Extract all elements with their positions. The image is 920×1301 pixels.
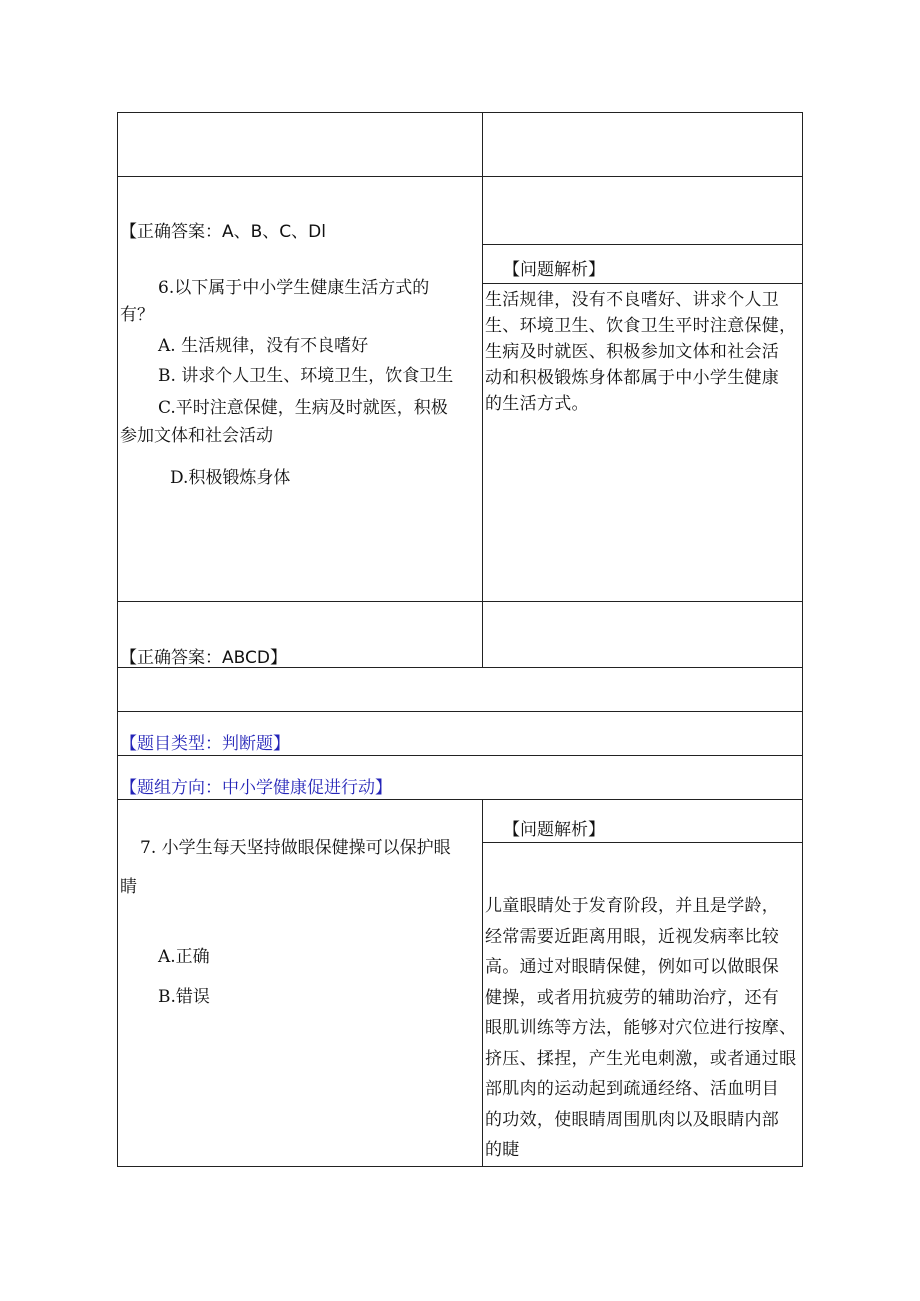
analysis-line: 眼肌训练等方法，能够对穴位进行按摩、 (485, 1018, 797, 1038)
row-border (117, 1166, 803, 1167)
analysis-line: 挤压、揉捏，产生光电刺激，或者通过眼 (485, 1048, 797, 1069)
analysis-line: 的睫 (485, 1140, 520, 1160)
analysis-line: 生活规律，没有不良嗜好、讲求个人卫 (485, 290, 780, 310)
question-7-text: 7. 小学生每天坚持做眼保健操可以保护眼 (140, 838, 451, 858)
analysis-line: 的功效，使眼睛周围肌肉以及眼睛内部 (485, 1109, 780, 1130)
analysis-line: 生、环境卫生、饮食卫生平时注意保健， (485, 316, 797, 336)
analysis-text (485, 891, 803, 1166)
cell-border (482, 244, 803, 245)
option-b: B. 讲求个人卫生、环境卫生，饮食卫生 (158, 366, 454, 386)
question-6-text: 6.以下属于中小学生健康生活方式的 (158, 278, 430, 298)
option-b: B.错误 (158, 987, 210, 1007)
column-divider (482, 112, 483, 668)
option-a: A.正确 (158, 947, 210, 967)
analysis-text (485, 287, 803, 417)
column-divider (482, 799, 483, 1167)
analysis-header: 【问题解析】 (503, 260, 605, 280)
cell-border (482, 283, 803, 284)
analysis-line: 动和积极锻炼身体都属于中小学生健康 (485, 368, 780, 388)
question-7-text-cont: 睛 (120, 877, 137, 897)
analysis-line: 儿童眼睛处于发育阶段，并且是学龄， (485, 896, 780, 916)
option-c-cont: 参加文体和社会活动 (120, 426, 273, 446)
row-border (117, 601, 803, 602)
row-border (117, 176, 803, 177)
analysis-line: 部肌肉的运动起到疏通经络、活血明目 (485, 1079, 780, 1099)
analysis-line: 高。通过对眼睛保健，例如可以做眼保 (485, 957, 780, 977)
option-d: D.积极锻炼身体 (170, 468, 291, 488)
option-a: A. 生活规律，没有不良嗜好 (158, 336, 369, 356)
row-border (117, 112, 803, 113)
answer-label: 【正确答案：A、B、C、Dl (120, 222, 326, 242)
table-left-border (117, 112, 118, 1167)
analysis-line: 健操，或者用抗疲劳的辅助治疗，还有 (485, 987, 780, 1008)
analysis-line: 生病及时就医、积极参加文体和社会活 (485, 342, 780, 362)
question-6-text-cont: 有？ (120, 305, 154, 325)
option-c: C.平时注意保健，生病及时就医，积极 (158, 398, 448, 418)
analysis-line: 经常需要近距离用眼，近视发病率比较 (485, 926, 780, 947)
question-type-label: 【题目类型：判断题】 (120, 734, 290, 754)
question-group-label: 【题组方向：中小学健康促进行动】 (120, 778, 392, 798)
analysis-line: 的生活方式。 (485, 394, 589, 414)
row-border (117, 711, 803, 712)
answer-label: 【正确答案：ABCD】 (120, 648, 287, 668)
analysis-header: 【问题解析】 (503, 820, 605, 840)
